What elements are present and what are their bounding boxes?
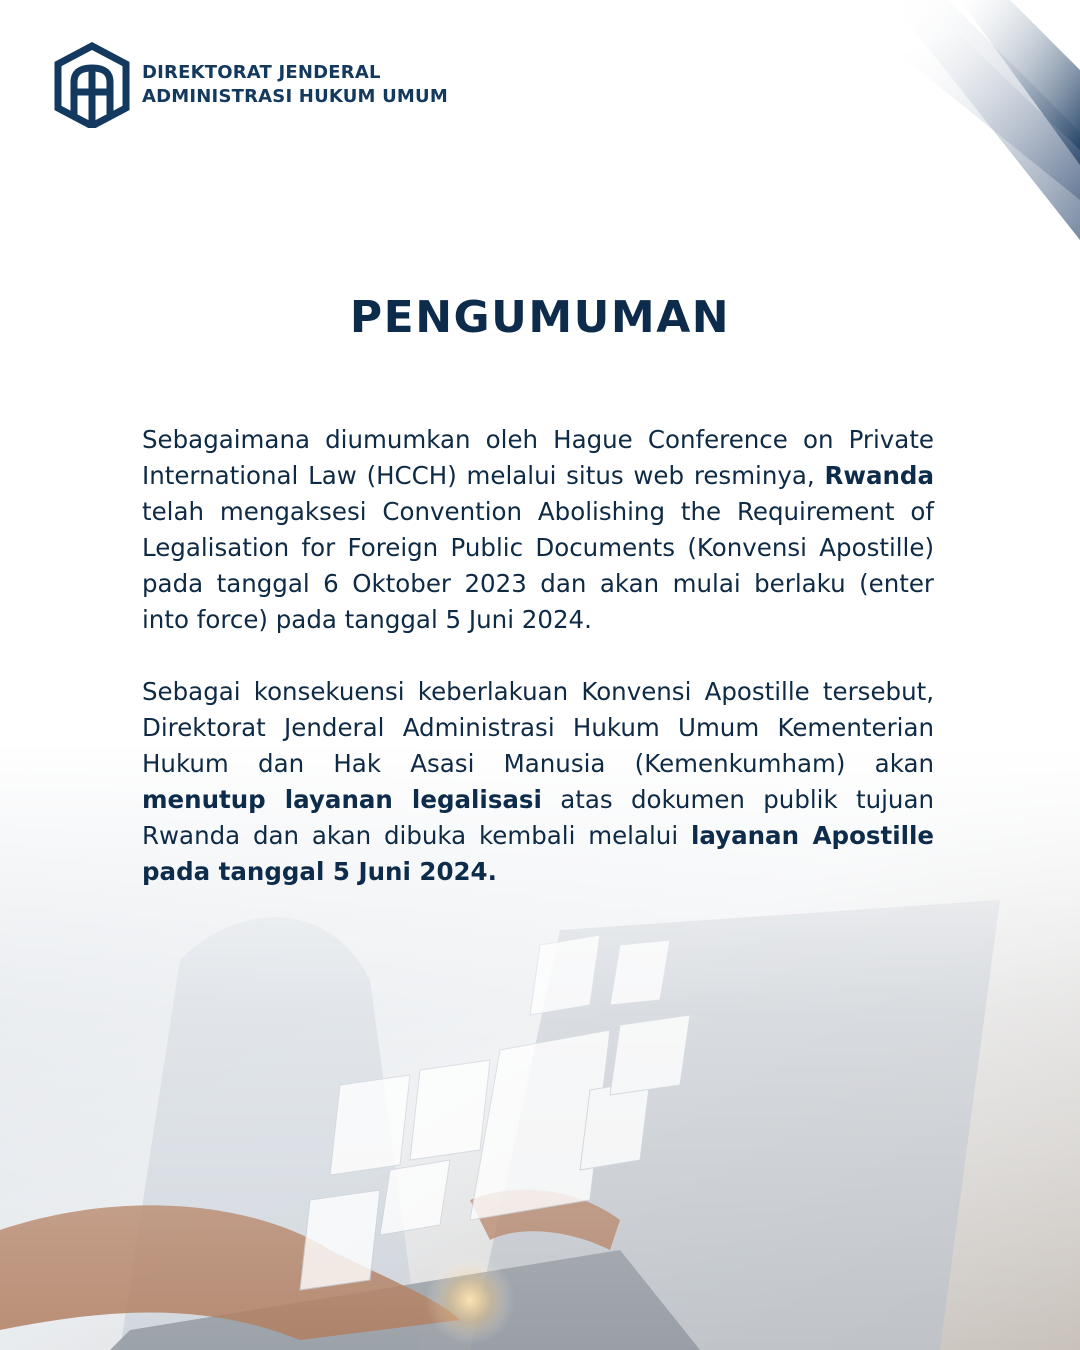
announcement-body bbox=[142, 422, 934, 926]
paragraph-1-bold-country: Rwanda bbox=[824, 461, 934, 490]
corner-decoration bbox=[890, 0, 1080, 240]
paragraph-2-text-a: Sebagai konsekuensi keberlakuan Konvensi Apostille tersebut, Direktorat Jenderal Administrasi Hukum Umum Kementerian Hukum dan Hak Asasi Manusia (Kemenkumham) akan bbox=[142, 677, 934, 778]
paragraph-1-text-b: telah mengaksesi Convention Abolishing the Requirement of Legalisation for Foreign Public Documents (Konvensi Apostille) pada tanggal 6 Oktober 2023 dan akan mulai berlaku (enter into force) pada tanggal 5 Juni 2024. bbox=[142, 497, 934, 634]
org-name-line1: DIREKTORAT JENDERAL bbox=[142, 62, 381, 83]
ahu-logo-icon bbox=[54, 42, 130, 128]
paragraph-2 bbox=[142, 674, 934, 890]
header-logo bbox=[54, 42, 448, 128]
paragraph-1-text-a: Sebagaimana diumumkan oleh Hague Conference on Private International Law (HCCH) melalui situs web resminya, bbox=[142, 425, 934, 490]
paragraph-2-bold-apostille-date: layanan Apostille pada tanggal 5 Juni 2024. bbox=[142, 821, 935, 886]
paragraph-1 bbox=[142, 422, 934, 638]
org-name-line2: ADMINISTRASI HUKUM UMUM bbox=[142, 86, 448, 107]
paragraph-2-text-b: atas dokumen publik tujuan Rwanda dan akan dibuka kembali melalui bbox=[142, 785, 934, 850]
page-title: PENGUMUMAN bbox=[349, 292, 731, 343]
paragraph-2-bold-closure: menutup layanan legalisasi bbox=[142, 785, 542, 814]
